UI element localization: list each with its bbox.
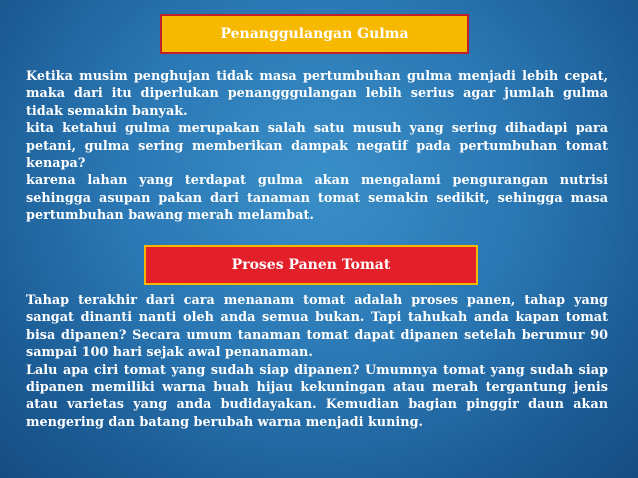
section-title-proses-panen-tomat [144, 245, 478, 285]
section-title-penanggulangan-gulma [160, 14, 469, 54]
paragraph: Ketika musim penghujan tidak masa pertumbuhan gulma menjadi lebih cepat, maka dari itu diperlukan penangggulangan lebih serius agar jumlah gulma tidak semakin banyak. [26, 69, 608, 119]
paragraph: Lalu apa ciri tomat yang sudah siap dipanen? Umumnya tomat yang sudah siap dipanen memiliki warna buah hijau kekuningan atau merah tergantung jenis atau varietas yang anda budidayakan. Kemudian bagian pinggir daun akan mengering dan batang berubah warna menjadi kuning. [26, 362, 608, 430]
section-title-text: Proses Panen Tomat [231, 257, 391, 273]
section-body-penanggulangan-gulma [26, 68, 608, 225]
paragraph: kita ketahui gulma merupakan salah satu musuh yang sering dihadapi para petani, gulma sering memberikan dampak negatif pada pertumbuhan tomat kenapa? [26, 121, 608, 172]
section-title-text: Penanggulangan Gulma [220, 26, 409, 42]
paragraph: karena lahan yang terdapat gulma akan mengalami pengurangan nutrisi sehingga asupan pakan dari tanaman tomat semakin sedikit, sehingga masa pertumbuhan bawang merah melambat. [26, 173, 608, 224]
paragraph: Tahap terakhir dari cara menanam tomat adalah proses panen, tahap yang sangat dinanti nanti oleh anda semua bukan. Tapi tahukah anda kapan tomat bisa dipanen? Secara umum tanaman tomat dapat dipanen setelah berumur 90 sampai 100 hari sejak awal penanaman. [26, 293, 608, 361]
section-body-proses-panen-tomat [26, 292, 608, 431]
